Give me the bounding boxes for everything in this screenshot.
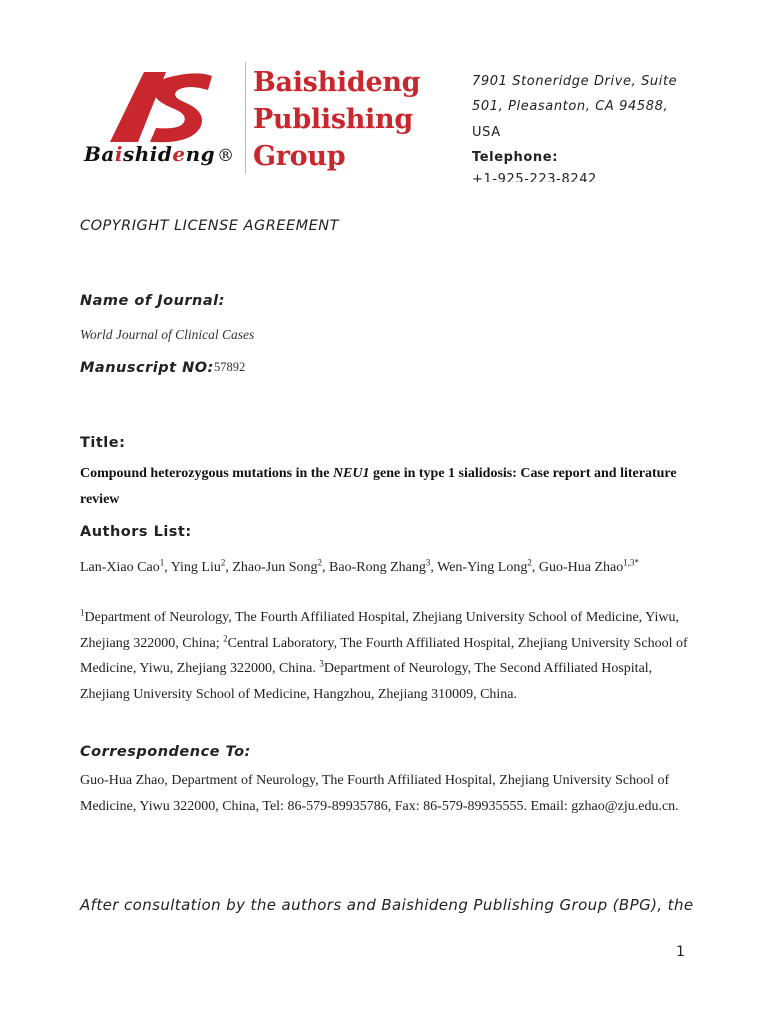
affiliations: $^1$Department of Neurology, The Fourth Affiliated Hospital, Zhejiang University School of Medicine, Yiwu, Zhejiang 322000, China; $^2$Central Laboratory, The Fourth Affiliated Hospital, Zhejiang University School of Medicine, Yiwu, Zhejiang 322000, China. $^3$Department of Neurology, The Second Affiliated Hospital, Zhejiang University School of Medicine, Hangzhou, Zhejiang 310009, China. xyxy=(80,607,688,703)
author-name: Bao-Rong Zhang xyxy=(329,560,426,575)
registered-mark: ® xyxy=(217,146,235,166)
article-title: Compound heterozygous mutations in the NEU1 gene in type 1 sialidosis: Case report and literature review xyxy=(80,466,677,507)
authors-label: Authors List: xyxy=(80,524,192,540)
authors-list: Lan-Xiao Cao$^1$, Ying Liu$^2$, Zhao-Jun Song$^2$, Bao-Rong Zhang$^3$, Wen-Ying Long$^2$, Guo-Hua Zhao$^{1,3*}$ xyxy=(80,557,639,575)
closing-paragraph: After consultation by the authors and Baishideng Publishing Group (BPG), the xyxy=(80,896,694,914)
author-name: Wen-Ying Long xyxy=(437,560,528,575)
author-name: Ying Liu xyxy=(170,560,221,575)
gene-name: NEU1 xyxy=(332,466,370,481)
header-divider xyxy=(245,62,246,174)
author-name: Zhao-Jun Song xyxy=(232,560,318,575)
page-number: 1 xyxy=(676,944,685,960)
address-line-2: 501, Pleasanton, CA 94588, xyxy=(472,99,669,114)
title-label: Title: xyxy=(80,435,126,451)
journal-label: Name of Journal: xyxy=(80,293,225,309)
brand-line-3: Group xyxy=(253,141,346,172)
brand-line-2: Publishing xyxy=(253,104,413,135)
journal-name: World Journal of Clinical Cases xyxy=(80,327,255,342)
telephone-number: +1-925-223-8242 xyxy=(472,172,597,182)
address-line-1: 7901 Stoneridge Drive, Suite xyxy=(472,74,678,89)
baishideng-logo-icon xyxy=(104,70,216,144)
address-line-3: USA xyxy=(472,125,501,140)
correspondence-label: Correspondence To: xyxy=(80,744,251,760)
author-name: Lan-Xiao Cao xyxy=(80,560,160,575)
author-name: Guo-Hua Zhao xyxy=(538,560,624,575)
logo-wordmark: Baishideng ® xyxy=(84,142,235,166)
brand-line-1: Baishideng xyxy=(253,67,421,98)
manuscript-label: Manuscript NO: xyxy=(80,360,214,376)
correspondence-text: Guo-Hua Zhao, Department of Neurology, The Fourth Affiliated Hospital, Zhejiang University School of Medicine, Yiwu 322000, China, Tel: 86-579-89935786, Fax: 86-579-89935555. Email: gzhao@zju.edu.cn. xyxy=(80,773,679,814)
telephone-label: Telephone: xyxy=(472,150,558,165)
manuscript-number: 57892 xyxy=(214,360,246,374)
document-title: COPYRIGHT LICENSE AGREEMENT xyxy=(80,218,339,234)
